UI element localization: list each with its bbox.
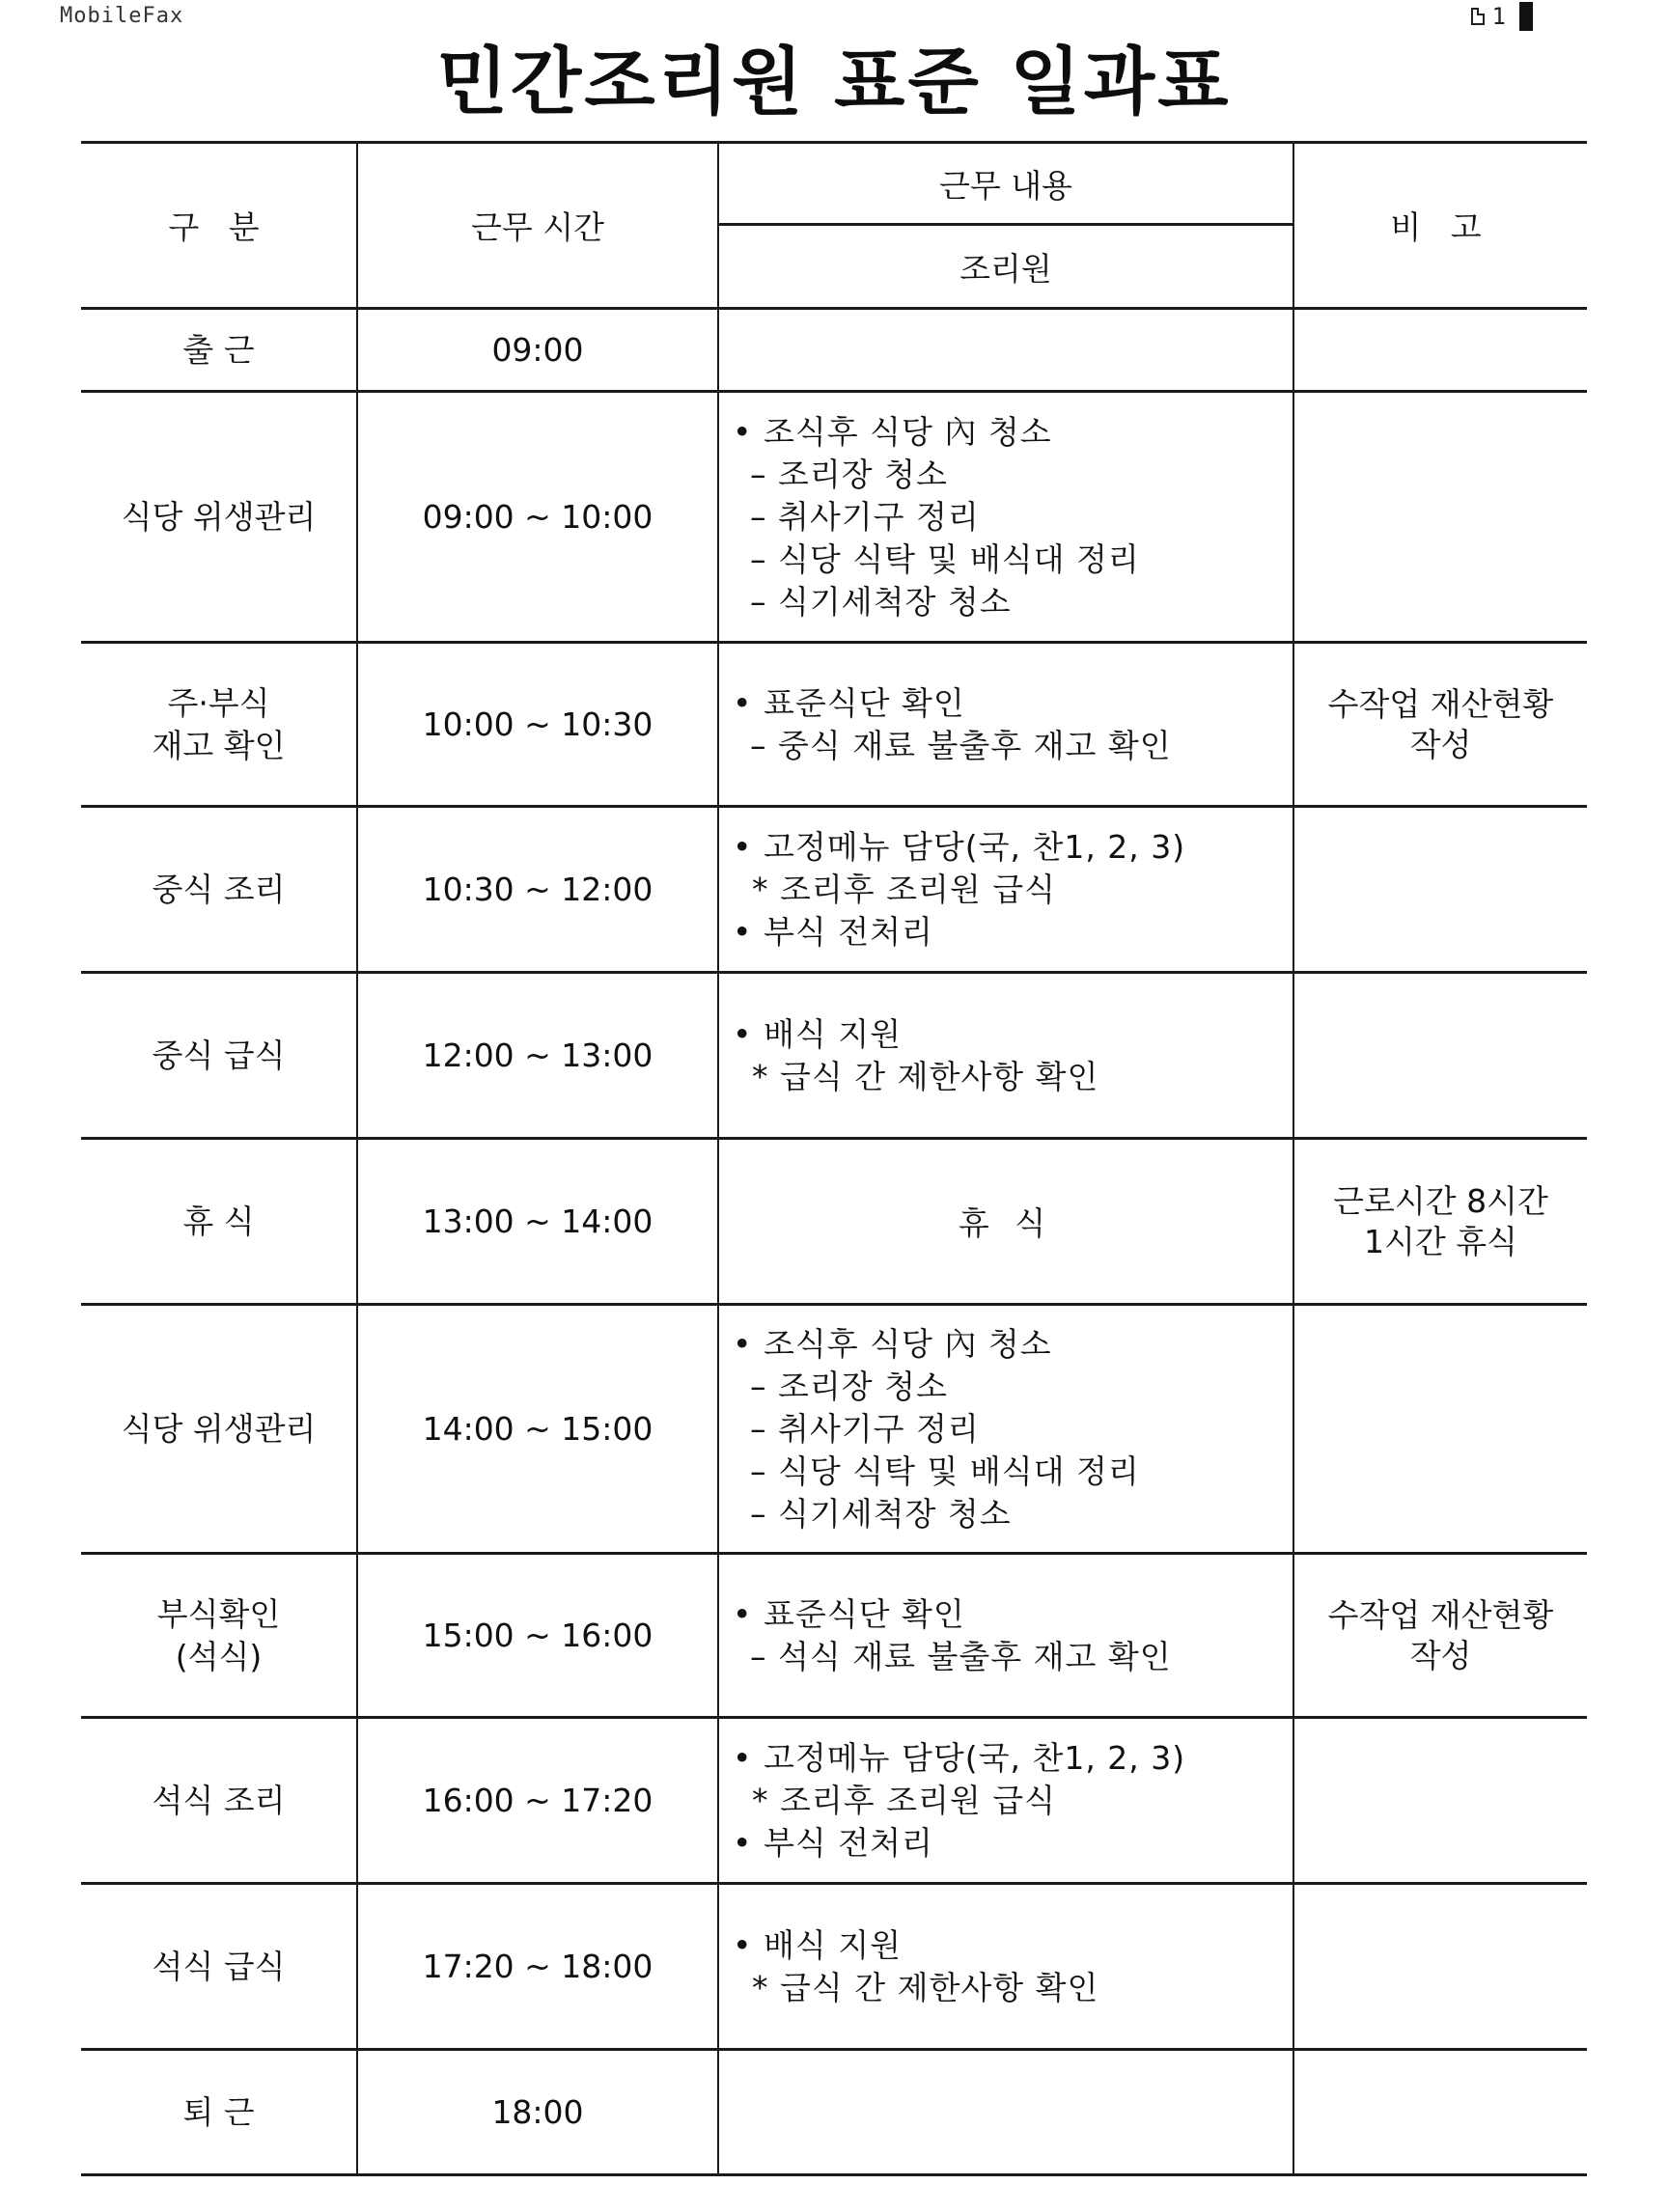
category-text: 석식 급식 <box>152 1947 286 1985</box>
cell-content <box>718 1884 1293 2050</box>
cell-note <box>1293 392 1587 643</box>
fax-sender-label: MobileFax <box>60 4 184 28</box>
header-content-sub: 조리원 <box>718 225 1293 309</box>
table-row <box>81 392 1587 643</box>
cell-time: 10:30 ~ 12:00 <box>357 807 718 973</box>
table-row <box>81 1305 1587 1554</box>
category-text: 식당 위생관리 <box>121 497 317 536</box>
cell-category <box>81 1884 357 2050</box>
note-text: 수작업 재산현황 <box>1327 684 1554 723</box>
table-row <box>81 1554 1587 1718</box>
table-row <box>81 1139 1587 1305</box>
cell-category <box>81 1139 357 1305</box>
content-line: – 취사기구 정리 <box>750 497 980 536</box>
cell-time: 09:00 ~ 10:00 <box>357 392 718 643</box>
category-text: 석식 조리 <box>152 1781 286 1819</box>
cell-category <box>81 2050 357 2175</box>
content-line: • 고정메뉴 담당(국, 찬1, 2, 3) <box>733 827 1186 866</box>
content-line: – 식당 식탁 및 배식대 정리 <box>750 1452 1140 1490</box>
table-row <box>81 309 1587 392</box>
content-line: – 식기세척장 청소 <box>750 582 1012 621</box>
category-text: (석식) <box>175 1637 263 1675</box>
cell-note <box>1293 2050 1587 2175</box>
cell-note <box>1293 1718 1587 1884</box>
cell-time: 12:00 ~ 13:00 <box>357 973 718 1139</box>
table-row <box>81 973 1587 1139</box>
cell-time: 18:00 <box>357 2050 718 2175</box>
cell-content <box>718 973 1293 1139</box>
category-text: 식당 위생관리 <box>121 1409 317 1448</box>
cell-time: 10:00 ~ 10:30 <box>357 643 718 807</box>
table-row <box>81 643 1587 807</box>
content-line: * 급식 간 제한사항 확인 <box>752 1968 1099 2006</box>
category-text: 출 근 <box>182 330 255 369</box>
cell-content <box>718 643 1293 807</box>
header-note: 비 고 <box>1293 143 1587 309</box>
cell-time: 14:00 ~ 15:00 <box>357 1305 718 1554</box>
category-text: 재고 확인 <box>152 726 286 764</box>
cell-note <box>1293 1305 1587 1554</box>
cell-time: 16:00 ~ 17:20 <box>357 1718 718 1884</box>
cell-category <box>81 309 357 392</box>
schedule-table <box>81 141 1587 2176</box>
cell-content: 휴 식 <box>718 1139 1293 1305</box>
fax-page-number: 1 <box>1491 3 1506 30</box>
cell-content <box>718 309 1293 392</box>
header-content: 근무 내용 <box>718 143 1293 225</box>
note-text: 수작업 재산현황 <box>1327 1595 1554 1634</box>
cell-note <box>1293 309 1587 392</box>
category-text: 퇴 근 <box>182 2092 255 2131</box>
content-line: • 배식 지원 <box>733 1014 902 1053</box>
content-line: – 취사기구 정리 <box>750 1409 980 1448</box>
content-line: • 부식 전처리 <box>733 1823 933 1862</box>
cell-content <box>718 2050 1293 2175</box>
cell-category <box>81 973 357 1139</box>
content-line: • 배식 지원 <box>733 1925 902 1964</box>
header-category: 구 분 <box>81 143 357 309</box>
category-text: 휴 식 <box>182 1202 255 1240</box>
cell-content <box>718 1305 1293 1554</box>
content-line: – 식기세척장 청소 <box>750 1494 1012 1533</box>
note-text: 근로시간 8시간 <box>1333 1181 1548 1220</box>
cell-note <box>1293 973 1587 1139</box>
cell-time: 09:00 <box>357 309 718 392</box>
cell-content <box>718 807 1293 973</box>
content-line: – 조리장 청소 <box>750 455 948 493</box>
cell-time: 15:00 ~ 16:00 <box>357 1554 718 1718</box>
cell-note <box>1293 1554 1587 1718</box>
note-text: 작성 <box>1409 725 1472 763</box>
cell-note <box>1293 1139 1587 1305</box>
category-text: 중식 급식 <box>152 1036 286 1074</box>
cell-note <box>1293 807 1587 973</box>
content-line: – 석식 재료 불출후 재고 확인 <box>750 1637 1172 1675</box>
cell-content <box>718 1718 1293 1884</box>
content-line: * 조리후 조리원 급식 <box>752 1781 1056 1819</box>
category-text: 부식확인 <box>156 1594 281 1633</box>
cell-category <box>81 643 357 807</box>
content-line: • 조식후 식당 內 청소 <box>733 1324 1052 1363</box>
content-line: * 조리후 조리원 급식 <box>752 870 1056 908</box>
content-line: – 중식 재료 불출후 재고 확인 <box>750 726 1172 764</box>
content-line: – 식당 식탁 및 배식대 정리 <box>750 539 1140 578</box>
cell-category <box>81 807 357 973</box>
page-title: 민간조리원 표준 일과표 <box>436 39 1232 124</box>
category-text: 중식 조리 <box>152 870 286 908</box>
content-line: • 표준식단 확인 <box>733 683 965 722</box>
cell-time: 17:20 ~ 18:00 <box>357 1884 718 2050</box>
header-time: 근무 시간 <box>357 143 718 309</box>
content-line: • 부식 전처리 <box>733 912 933 951</box>
category-text: 주·부식 <box>167 683 270 722</box>
content-line: • 표준식단 확인 <box>733 1594 965 1633</box>
cell-note <box>1293 643 1587 807</box>
table-row <box>81 807 1587 973</box>
schedule-body <box>81 309 1587 2175</box>
content-line: • 고정메뉴 담당(국, 찬1, 2, 3) <box>733 1738 1186 1777</box>
content-line: * 급식 간 제한사항 확인 <box>752 1057 1099 1095</box>
cell-note <box>1293 1884 1587 2050</box>
content-line: • 조식후 식당 內 청소 <box>733 412 1052 451</box>
table-row <box>81 1718 1587 1884</box>
cell-category <box>81 1718 357 1884</box>
cell-time: 13:00 ~ 14:00 <box>357 1139 718 1305</box>
table-row <box>81 2050 1587 2175</box>
cell-category <box>81 392 357 643</box>
table-row <box>81 1884 1587 2050</box>
note-text: 작성 <box>1409 1636 1472 1674</box>
cell-category <box>81 1554 357 1718</box>
cell-category <box>81 1305 357 1554</box>
content-line: – 조리장 청소 <box>750 1367 948 1405</box>
cell-content <box>718 1554 1293 1718</box>
cell-content <box>718 392 1293 643</box>
note-text: 1시간 휴식 <box>1364 1222 1517 1260</box>
